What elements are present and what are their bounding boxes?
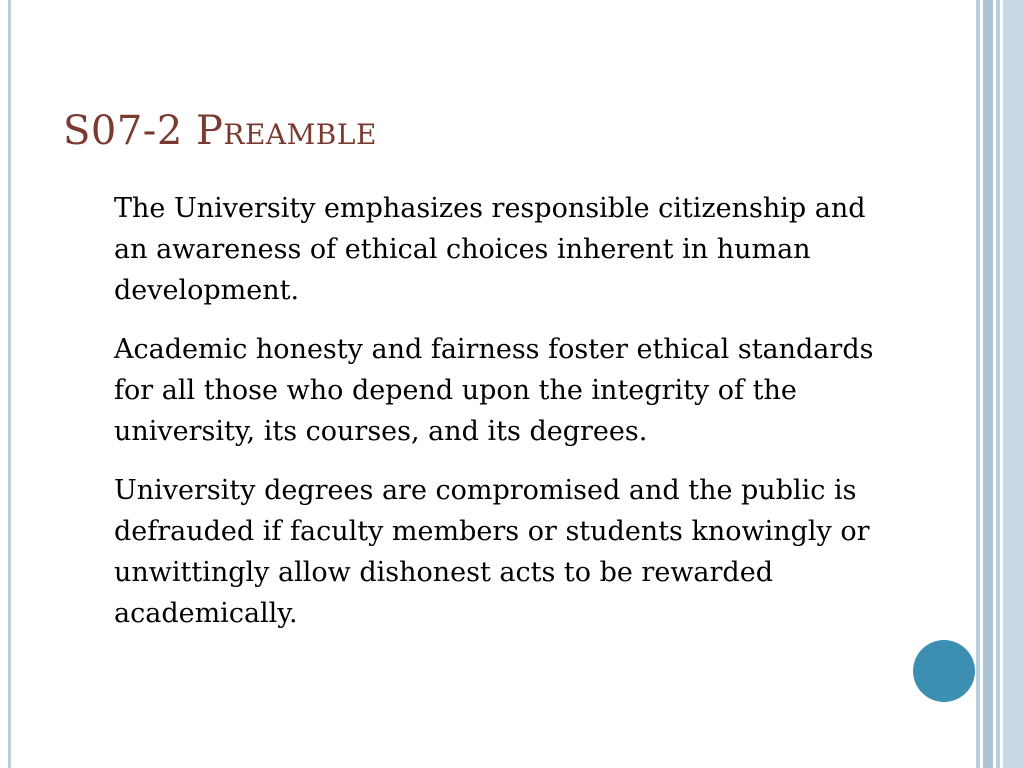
right-decorative-stripes [976,0,1024,768]
stripe [983,0,993,768]
slide-title: S07-2 Preamble [63,108,377,154]
slide-body [114,188,874,652]
body-paragraph: The University emphasizes responsible citizenship and an awareness of ethical choices inherent in human development. [114,193,866,306]
body-paragraph: Academic honesty and fairness foster ethical standards for all those who depend upon the integrity of the university, its courses, and its degrees. [114,334,874,447]
decorative-circle [913,640,975,702]
stripe [1003,0,1024,768]
left-border-line [8,0,11,768]
body-paragraph: University degrees are compromised and the public is defrauded if faculty members or students knowingly or unwittingly allow dishonest acts to be rewarded academically. [114,475,870,629]
